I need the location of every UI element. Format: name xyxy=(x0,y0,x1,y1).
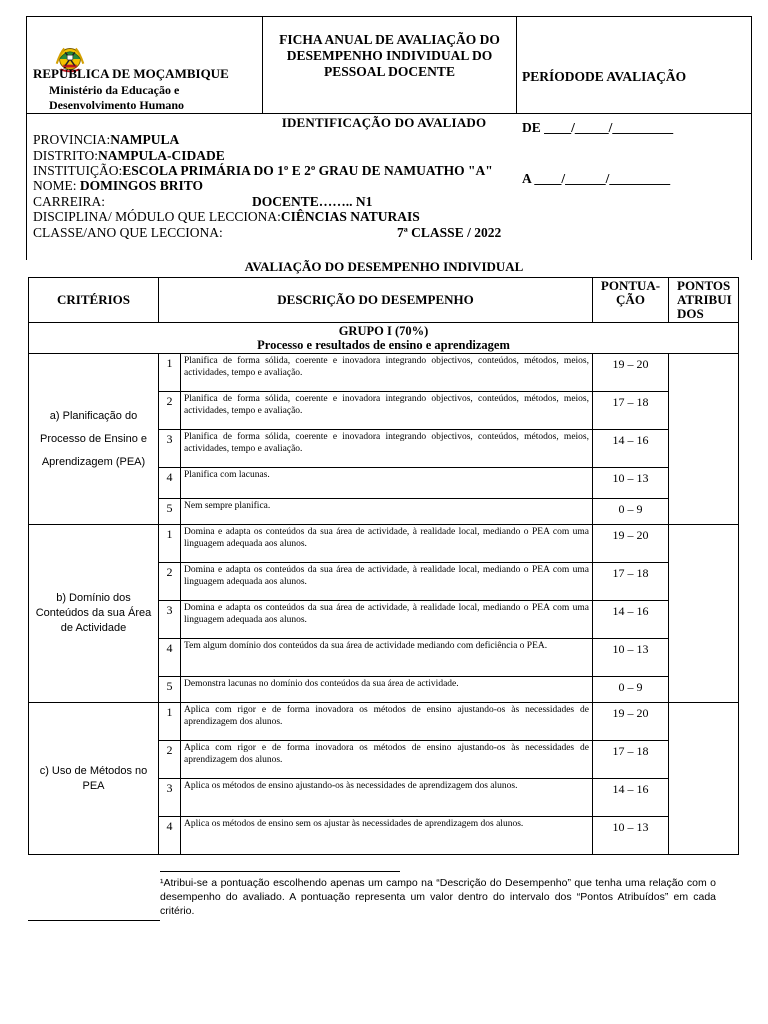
criterion-name: a) Planificação do Processo de Ensino e Aprendizagem (PEA) xyxy=(29,354,159,525)
class-label: CLASSE/ANO QUE LECCIONA: xyxy=(33,225,223,240)
republic-name: REPÚBLICA DE MOÇAMBIQUE xyxy=(33,66,229,81)
criterion-option-row xyxy=(29,354,739,392)
group-title: GRUPO I (70%) xyxy=(338,324,429,338)
option-description: Planifica de forma sólida, coerente e inovadora integrando objectivos, conteúdos, métodos, meios, actividades, tempo e avaliação. xyxy=(181,430,593,468)
evaluation-table xyxy=(28,277,739,855)
option-score-range[interactable]: 10 – 13 xyxy=(593,468,669,499)
form-title xyxy=(263,32,516,80)
points-header xyxy=(669,278,739,323)
class-line xyxy=(33,225,223,241)
criterion-option-row xyxy=(29,525,739,563)
criterion-name: b) Domínio dos Conteúdos da sua Área de Actividade xyxy=(29,525,159,703)
score-header xyxy=(593,278,669,323)
option-score-range[interactable]: 19 – 20 xyxy=(593,703,669,741)
footnote-separator xyxy=(160,871,400,872)
option-description: Aplica com rigor e de forma inovadora os métodos de ensino ajustando-os às necessidades de aprendizagem dos alunos. xyxy=(181,741,593,779)
identification-title: IDENTIFICAÇÃO DO AVALIADO xyxy=(281,115,487,130)
form-title-line-2: DESEMPENHO INDIVIDUAL DO xyxy=(286,48,493,63)
score-header-line-2: ÇÃO xyxy=(616,292,645,307)
option-description: Demonstra lacunas no domínio dos conteúdos da sua área de actividade. xyxy=(181,677,593,703)
option-score-range[interactable]: 10 – 13 xyxy=(593,639,669,677)
option-number: 2 xyxy=(159,563,181,601)
option-description: Aplica os métodos de ensino ajustando-os às necessidades de aprendizagem dos alunos. xyxy=(181,779,593,817)
criteria-header: CRITÉRIOS xyxy=(29,278,159,323)
province-value: NAMPULA xyxy=(110,132,180,147)
option-number: 2 xyxy=(159,741,181,779)
discipline-value: CIÊNCIAS NATURAIS xyxy=(280,209,420,224)
option-score-range[interactable]: 14 – 16 xyxy=(593,601,669,639)
form-title-line-3: PESSOAL DOCENTE xyxy=(324,64,455,79)
option-description: Domina e adapta os conteúdos da sua área de actividade, à realidade local, mediando o PEA com uma linguagem adequada aos alunos. xyxy=(181,563,593,601)
career-line xyxy=(33,194,105,210)
option-score-range[interactable]: 10 – 13 xyxy=(593,817,669,855)
option-description: Nem sempre planifica. xyxy=(181,499,593,525)
option-description: Domina e adapta os conteúdos da sua área de actividade, à realidade local, mediando o PEA com uma linguagem adequada aos alunos. xyxy=(181,601,593,639)
form-title-line-1: FICHA ANUAL DE AVALIAÇÃO DO xyxy=(279,32,500,47)
ministry-line-1: Ministério da Educação e xyxy=(49,83,180,97)
group-cell xyxy=(29,323,739,354)
option-score-range[interactable]: 17 – 18 xyxy=(593,392,669,430)
score-header-line-1: PONTUA- xyxy=(600,278,661,293)
points-awarded-field[interactable] xyxy=(669,354,739,525)
option-description: Planifica de forma sólida, coerente e inovadora integrando objectivos, conteúdos, métodos, meios, actividades, tempo e avaliação. xyxy=(181,354,593,392)
option-score-range[interactable]: 14 – 16 xyxy=(593,779,669,817)
option-number: 5 xyxy=(159,499,181,525)
option-number: 3 xyxy=(159,601,181,639)
institution-value: ESCOLA PRIMÁRIA DO 1º E 2º GRAU DE NAMUATHO "A" xyxy=(122,163,493,178)
discipline-line xyxy=(33,209,420,225)
points-awarded-field[interactable] xyxy=(669,525,739,703)
period-from-field[interactable]: DE ____/_____/_________ xyxy=(522,120,674,135)
points-header-line-3: DOS xyxy=(677,306,704,321)
district-value: NAMPULA-CIDADE xyxy=(98,148,225,163)
criterion-option-row xyxy=(29,703,739,741)
option-description: Domina e adapta os conteúdos da sua área de actividade, à realidade local, mediando o PEA com uma linguagem adequada aos alunos. xyxy=(181,525,593,563)
name-value: DOMINGOS BRITO xyxy=(79,178,204,193)
option-number: 3 xyxy=(159,779,181,817)
ministry-name xyxy=(49,83,184,113)
footnote: ¹Atribui-se a pontuação escolhendo apenas um campo na “Descrição do Desempenho” que tenha uma relação com o desempenho do avaliado. A pontuação representa um valor dentro do intervalo dos “Pontos Atribuídos” em cada critério. xyxy=(160,877,716,917)
group-row xyxy=(29,323,739,354)
institution-label: INSTITUIÇÃO: xyxy=(33,163,123,178)
evaluation-title: AVALIAÇÃO DO DESEMPENHO INDIVIDUAL xyxy=(244,259,524,274)
table-header-row xyxy=(29,278,739,323)
criterion-name: c) Uso de Métodos no PEA xyxy=(29,703,159,855)
district-label: DISTRITO: xyxy=(33,148,99,163)
footnote-left-rule xyxy=(28,920,160,921)
discipline-label: DISCIPLINA/ MÓDULO QUE LECCIONA: xyxy=(33,209,281,224)
option-score-range[interactable]: 19 – 20 xyxy=(593,525,669,563)
option-number: 4 xyxy=(159,817,181,855)
province-line xyxy=(33,132,179,148)
option-number: 3 xyxy=(159,430,181,468)
option-score-range[interactable]: 17 – 18 xyxy=(593,741,669,779)
district-line xyxy=(33,148,225,164)
option-score-range[interactable]: 19 – 20 xyxy=(593,354,669,392)
option-score-range[interactable]: 17 – 18 xyxy=(593,563,669,601)
institution-line xyxy=(33,163,493,179)
option-description: Tem algum domínio dos conteúdos da sua área de actividade mediando com deficiência o PEA. xyxy=(181,639,593,677)
career-value-wrap xyxy=(252,194,372,210)
name-label: NOME: xyxy=(33,178,80,193)
career-label: CARREIRA: xyxy=(33,194,106,209)
ministry-line-2: Desenvolvimento Humano xyxy=(49,98,184,112)
criteria-body xyxy=(29,354,739,855)
option-description: Planifica de forma sólida, coerente e inovadora integrando objectivos, conteúdos, métodos, meios, actividades, tempo e avaliação. xyxy=(181,392,593,430)
province-label: PROVINCIA: xyxy=(33,132,111,147)
option-number: 1 xyxy=(159,703,181,741)
option-score-range[interactable]: 0 – 9 xyxy=(593,677,669,703)
option-description: Aplica os métodos de ensino sem os ajustar às necessidades de aprendizagem dos alunos. xyxy=(181,817,593,855)
class-value: 7ª CLASSE / 2022 xyxy=(397,225,502,240)
period-to-field[interactable]: A ____/______/_________ xyxy=(522,171,671,186)
points-header-line-2: ATRIBUI xyxy=(677,292,732,307)
description-header: DESCRIÇÃO DO DESEMPENHO xyxy=(159,278,593,323)
name-line xyxy=(33,178,203,194)
option-number: 4 xyxy=(159,468,181,499)
period-title: PERÍODODE AVALIAÇÃO xyxy=(522,69,687,84)
option-number: 1 xyxy=(159,354,181,392)
option-number: 2 xyxy=(159,392,181,430)
option-description: Planifica com lacunas. xyxy=(181,468,593,499)
class-value-wrap xyxy=(397,225,501,241)
header-divider-2 xyxy=(516,17,517,113)
option-score-range[interactable]: 0 – 9 xyxy=(593,499,669,525)
points-header-line-1: PONTOS xyxy=(677,278,731,293)
option-number: 4 xyxy=(159,639,181,677)
career-value: DOCENTE…….. N1 xyxy=(252,194,373,209)
option-number: 1 xyxy=(159,525,181,563)
option-score-range[interactable]: 14 – 16 xyxy=(593,430,669,468)
points-awarded-field[interactable] xyxy=(669,703,739,855)
option-number: 5 xyxy=(159,677,181,703)
option-description: Aplica com rigor e de forma inovadora os métodos de ensino ajustando-os às necessidades de aprendizagem dos alunos. xyxy=(181,703,593,741)
group-subtitle: Processo e resultados de ensino e aprendizagem xyxy=(257,338,510,352)
